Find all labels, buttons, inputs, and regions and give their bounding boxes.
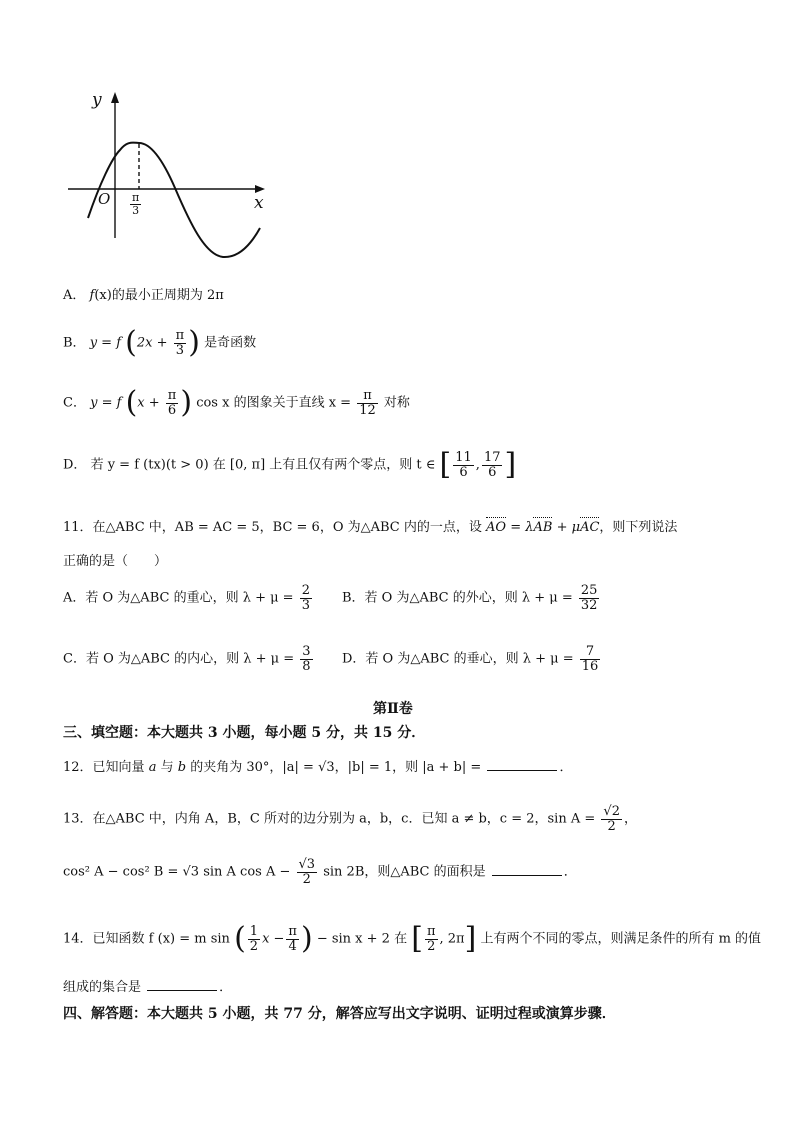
graph-origin-label: O [98, 190, 111, 208]
q10-option-d: D． 若 y = f (tx)(t > 0) 在 [0, π] 上有且仅有两个零点，则 t ∈ [ $\frac{11}{6}$ , $\frac{17}{6}$ ] [63, 447, 517, 482]
q11-option-d: D．若 O 为△ABC 的垂心，则 λ + μ = $\frac{7}{16}$ [342, 644, 599, 674]
q11-option-c: C．若 O 为△ABC 的内心，则 λ + μ = $\frac{3}{8}$ [63, 644, 311, 674]
graph-tick-pi-over-3: $\frac{\pi}{3}$ [132, 191, 140, 217]
q10-option-b: B． y = f (2x + $\frac{\pi}{3}$ ) 是奇函数 [63, 325, 257, 360]
q11-option-b: B．若 O 为△ABC 的外心，则 λ + μ = $\frac{25}{32}$ [342, 583, 598, 613]
q14-line1: 14．已知函数 f (x) = m sin ( $\frac{1}{2}$ x − $\frac{\pi}{4}$ ) − sin x + 2 在 [ $\frac{\pi}{2}$ , 2π] 上有两个不同的零点，则满足条件的所有 m 的值 [63, 921, 762, 956]
q11-stem: 11．在△ABC 中，AB = AC = 5，BC = 6，O 为△ABC 内的一点，设 AO = λAB + μAC，则下列说法 [63, 520, 678, 535]
q12-answer-blank[interactable] [487, 758, 557, 771]
q13-line2: cos² A − cos² B = √3 sin A cos A − $\frac{√3}{2}$ sin 2B，则△ABC 的面积是 ． [63, 857, 577, 887]
section4-heading: 四、解答题：本大题共 5 小题，共 77 分，解答应写出文字说明、证明过程或演算步骤． [63, 1006, 616, 1022]
q10-option-c: C． y = f (x + $\frac{\pi}{6}$ ) cos x 的图象关于直线 x = $\frac{\pi}{12}$ 对称 [63, 385, 410, 420]
q14-answer-blank[interactable] [147, 978, 217, 991]
graph-y-label: y [92, 90, 102, 110]
graph-x-label: x [254, 193, 264, 213]
q11-option-a: A．若 O 为△ABC 的重心，则 λ + μ = $\frac{2}{3}$ [63, 583, 310, 613]
q12: 12．已知向量 a 与 b 的夹角为 30°，|a| = √3，|b| = 1，则 |a + b| = ． [63, 760, 573, 775]
q11-stem-line2: 正确的是（ ） [63, 554, 168, 569]
q14-line2: 组成的集合是 ． [63, 980, 233, 995]
part2-title: 第Ⅱ卷 [373, 701, 413, 717]
y-axis-arrow [111, 92, 119, 103]
q13-answer-blank[interactable] [492, 863, 562, 876]
sine-curve [88, 143, 260, 257]
q13-line1: 13．在△ABC 中，内角 A，B，C 所对的边分别为 a，b，c．已知 a ≠ b，c = 2，sin A = $\frac{√2}{2}$ ， [63, 804, 637, 834]
q10-option-a: A． f(x)的最小正周期为 2π [63, 288, 224, 303]
sine-graph [60, 88, 280, 268]
section3-heading: 三、填空题：本大题共 3 小题，每小题 5 分，共 15 分． [63, 725, 426, 741]
x-axis-arrow [255, 185, 265, 193]
